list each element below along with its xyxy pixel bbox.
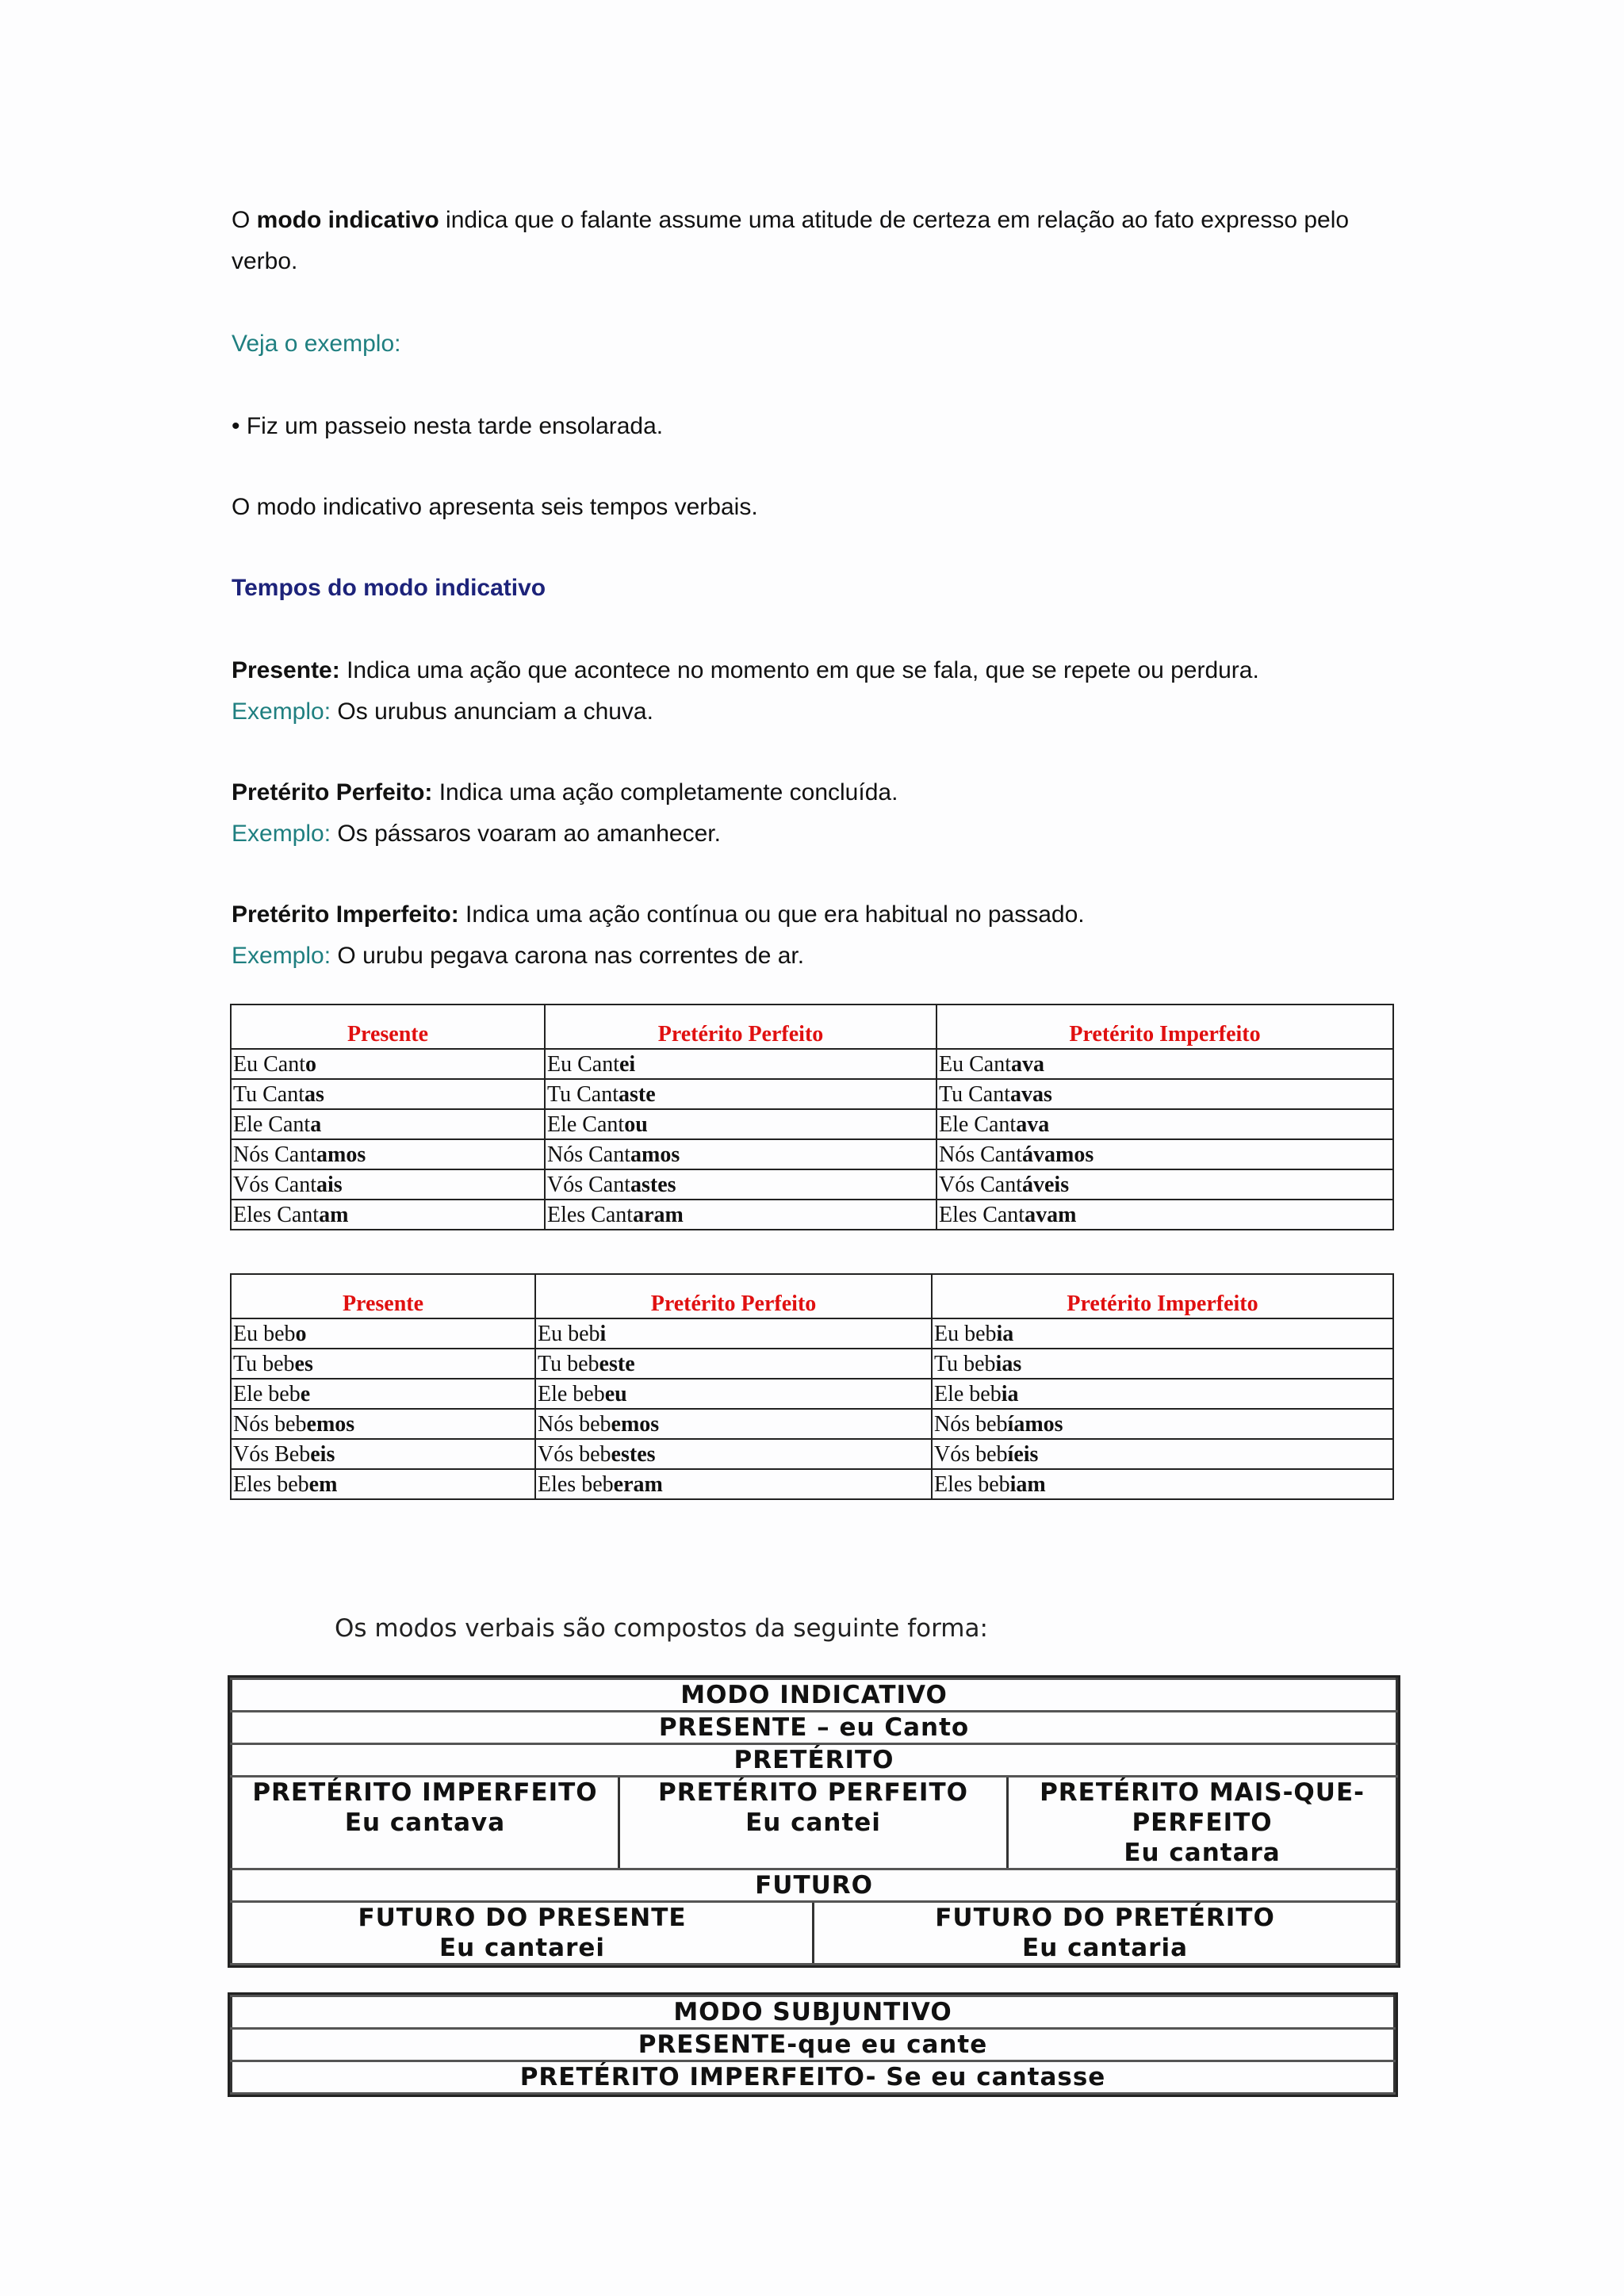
intro-term: modo indicativo (256, 207, 439, 233)
verb-stem: Eles Cant (939, 1203, 1025, 1227)
verb-ending: am (319, 1203, 349, 1227)
table-row (231, 1109, 1393, 1139)
column-header: Presente (231, 1274, 535, 1318)
mais-que-perfeito-cell (1008, 1777, 1397, 1869)
imperfeito-cell (232, 1777, 619, 1869)
six-tenses-text: O modo indicativo apresenta seis tempos verbais. (232, 494, 758, 520)
verb-stem: Eles beb (233, 1472, 309, 1497)
table-cell (535, 1409, 932, 1439)
presente-row: PRESENTE-que eu cante (232, 2029, 1395, 2061)
table-cell (932, 1379, 1393, 1409)
cell-label: PERFEITO (1132, 1808, 1273, 1837)
verb-ending: i (599, 1322, 607, 1346)
table-cell (535, 1318, 932, 1349)
intro-paragraph (232, 200, 1397, 282)
verb-stem: Tu Cant (939, 1082, 1011, 1107)
table-cell (936, 1109, 1393, 1139)
tense-text: Indica uma ação contínua ou que era habitual no passado. (458, 901, 1085, 928)
verb-ending: o (295, 1322, 307, 1346)
table-row (231, 1439, 1393, 1469)
section-heading: Tempos do modo indicativo (232, 575, 546, 601)
example-label: Veja o exemplo: (232, 331, 401, 357)
verb-stem: Vós Cant (233, 1173, 316, 1197)
verb-stem: Tu beb (538, 1352, 599, 1376)
column-header: Pretérito Perfeito (535, 1274, 932, 1318)
verb-ending: ei (619, 1052, 636, 1077)
table-row (232, 1902, 1397, 1965)
verb-ending: eis (310, 1442, 335, 1467)
table-cell (545, 1200, 936, 1230)
table-row (231, 1169, 1393, 1200)
modo-indicativo-table (230, 1678, 1398, 1965)
verb-stem: Nós beb (233, 1412, 307, 1437)
verb-stem: Eu beb (233, 1322, 296, 1346)
verb-stem: Nós beb (934, 1412, 1008, 1437)
verb-ending: astes (630, 1173, 676, 1197)
modes-intro: Os modos verbais são compostos da seguinte forma: (335, 1614, 988, 1643)
verb-ending: íeis (1007, 1442, 1039, 1467)
tense-example (232, 691, 1397, 733)
verb-stem: Tu beb (934, 1352, 996, 1376)
verb-ending: e (300, 1382, 311, 1406)
table-cell (932, 1409, 1393, 1439)
column-header: Presente (231, 1004, 545, 1049)
verb-stem: Eles beb (538, 1472, 614, 1497)
verb-stem: Eu Cant (547, 1052, 619, 1077)
table-cell (535, 1349, 932, 1379)
table-row (232, 1777, 1397, 1869)
verb-ending: ou (624, 1112, 648, 1137)
modo-subjuntivo-table (230, 1995, 1396, 2095)
tense-description (232, 894, 1397, 936)
verb-stem: Tu beb (233, 1352, 295, 1376)
verb-ending: estes (611, 1442, 656, 1467)
verb-stem: Nós Cant (233, 1142, 316, 1167)
futuro-row: FUTURO (232, 1869, 1397, 1902)
verb-ending: a (310, 1112, 322, 1137)
verb-ending: avam (1025, 1203, 1077, 1227)
table-row (231, 1200, 1393, 1230)
verb-ending: ia (996, 1322, 1014, 1346)
table-row (231, 1409, 1393, 1439)
futuro-preterito-cell (814, 1902, 1397, 1965)
tense-name: Pretérito Perfeito: (232, 779, 433, 806)
verb-ending: ias (995, 1352, 1022, 1376)
table-cell (535, 1439, 932, 1469)
verb-stem: Vós beb (538, 1442, 611, 1467)
tense-example (232, 813, 1397, 855)
cell-label: PRETÉRITO PERFEITO (658, 1778, 968, 1807)
modo-title: MODO INDICATIVO (232, 1679, 1397, 1712)
example-tag: Exemplo: (232, 943, 331, 969)
table-row (232, 1996, 1395, 2029)
verb-ending: es (294, 1352, 313, 1376)
conjugation-table-beber (230, 1273, 1394, 1500)
verb-stem: Eu Cant (233, 1052, 305, 1077)
table-cell (936, 1169, 1393, 1200)
table-cell (545, 1049, 936, 1079)
table-cell (545, 1079, 936, 1109)
table-cell (231, 1379, 535, 1409)
table-body (231, 1049, 1393, 1230)
bullet-example: • Fiz um passeio nesta tarde ensolarada. (232, 413, 664, 439)
verb-ending: as (304, 1082, 324, 1107)
cell-label: FUTURO DO PRETÉRITO (935, 1904, 1275, 1932)
verb-ending: aste (619, 1082, 656, 1107)
table-cell (535, 1469, 932, 1499)
verb-stem: Vós beb (934, 1442, 1008, 1467)
verb-stem: Ele beb (934, 1382, 1002, 1406)
table-cell (535, 1379, 932, 1409)
table-cell (231, 1049, 545, 1079)
verb-ending: ávamos (1022, 1142, 1094, 1167)
example-text: O urubu pegava carona nas correntes de ar. (331, 943, 805, 969)
table-cell (231, 1439, 535, 1469)
perfeito-cell (619, 1777, 1008, 1869)
table-cell (932, 1349, 1393, 1379)
cell-label: PRETÉRITO MAIS-QUE- (1040, 1778, 1365, 1807)
table-cell (231, 1409, 535, 1439)
table-row (231, 1318, 1393, 1349)
table-cell (231, 1109, 545, 1139)
tense-name: Pretérito Imperfeito: (232, 901, 459, 928)
table-cell (231, 1079, 545, 1109)
verb-ending: avas (1010, 1082, 1052, 1107)
verb-ending: amos (316, 1142, 366, 1167)
verb-ending: amos (630, 1142, 680, 1167)
verb-stem: Ele Cant (547, 1112, 625, 1137)
verb-stem: Nós Cant (939, 1142, 1022, 1167)
table-header-row (231, 1004, 1393, 1049)
table-row (231, 1469, 1393, 1499)
verb-stem: Vós Cant (939, 1173, 1022, 1197)
table-row (231, 1379, 1393, 1409)
verb-stem: Eles beb (934, 1472, 1010, 1497)
table-body (231, 1318, 1393, 1499)
table-row (232, 1869, 1397, 1902)
table-cell (545, 1169, 936, 1200)
column-header: Pretérito Imperfeito (936, 1004, 1393, 1049)
verb-stem: Nós Cant (547, 1142, 630, 1167)
cell-example: Eu cantarei (439, 1934, 606, 1962)
table-row (232, 1679, 1397, 1712)
imperfeito-row: PRETÉRITO IMPERFEITO- Se eu cantasse (232, 2061, 1395, 2094)
tense-text: Indica uma ação completamente concluída. (432, 779, 898, 806)
verb-ending: ava (1016, 1112, 1050, 1137)
example-tag: Exemplo: (232, 821, 331, 847)
tense-text: Indica uma ação que acontece no momento em que se fala, que se repete ou perdura. (339, 657, 1259, 683)
tense-description (232, 772, 1397, 813)
presente-row: PRESENTE – eu Canto (232, 1712, 1397, 1744)
table-row (232, 1712, 1397, 1744)
table-cell (936, 1139, 1393, 1169)
table-row (231, 1139, 1393, 1169)
verb-stem: Eles Cant (547, 1203, 634, 1227)
verb-stem: Ele beb (233, 1382, 301, 1406)
intro-prefix: O (232, 207, 257, 233)
table-cell (545, 1139, 936, 1169)
verb-stem: Ele Cant (233, 1112, 311, 1137)
verb-ending: eu (604, 1382, 627, 1406)
column-header: Pretérito Perfeito (545, 1004, 936, 1049)
cell-example: Eu cantara (1124, 1839, 1281, 1867)
table-row (232, 2061, 1395, 2094)
table-cell (545, 1109, 936, 1139)
verb-stem: Eu beb (934, 1322, 997, 1346)
verb-ending: emos (611, 1412, 660, 1437)
table-cell (932, 1318, 1393, 1349)
table-cell (231, 1469, 535, 1499)
modo-title: MODO SUBJUNTIVO (232, 1996, 1395, 2029)
verb-stem: Ele beb (538, 1382, 605, 1406)
table-row (231, 1079, 1393, 1109)
table-row (232, 2029, 1395, 2061)
preterito-row: PRETÉRITO (232, 1744, 1397, 1777)
verb-stem: Eu Cant (939, 1052, 1011, 1077)
verb-ending: em (308, 1472, 338, 1497)
table-cell (231, 1169, 545, 1200)
table-cell (231, 1318, 535, 1349)
verb-ending: iam (1009, 1472, 1046, 1497)
table-row (232, 1744, 1397, 1777)
verb-stem: Tu Cant (547, 1082, 619, 1107)
cell-example: Eu cantava (344, 1808, 506, 1837)
verb-ending: aram (633, 1203, 684, 1227)
cell-example: Eu cantei (745, 1808, 881, 1837)
table-cell (231, 1139, 545, 1169)
verb-ending: eram (613, 1472, 663, 1497)
verb-ending: este (599, 1352, 635, 1376)
verb-ending: ava (1011, 1052, 1044, 1077)
futuro-presente-cell (232, 1902, 814, 1965)
verb-stem: Nós beb (538, 1412, 611, 1437)
table-row (231, 1049, 1393, 1079)
verb-stem: Eu beb (538, 1322, 600, 1346)
table-cell (231, 1349, 535, 1379)
table-cell (932, 1469, 1393, 1499)
verb-stem: Vós Beb (233, 1442, 311, 1467)
verb-ending: ia (1001, 1382, 1019, 1406)
example-text: Os urubus anunciam a chuva. (331, 698, 653, 725)
verb-ending: áveis (1022, 1173, 1070, 1197)
verb-ending: íamos (1007, 1412, 1063, 1437)
verb-stem: Ele Cant (939, 1112, 1017, 1137)
table-cell (936, 1079, 1393, 1109)
verb-stem: Eles Cant (233, 1203, 320, 1227)
table-cell (231, 1200, 545, 1230)
intro-rest: indica que o falante assume uma atitude de certeza em relação ao fato expresso pelo verbo. (232, 207, 1350, 274)
verb-stem: Tu Cant (233, 1082, 305, 1107)
table-row (231, 1349, 1393, 1379)
verb-stem: Vós Cant (547, 1173, 630, 1197)
conjugation-table-cantar (230, 1004, 1394, 1230)
tense-name: Presente: (232, 657, 340, 683)
table-cell (936, 1049, 1393, 1079)
tense-description (232, 650, 1397, 691)
cell-label: FUTURO DO PRESENTE (358, 1904, 687, 1932)
cell-label: PRETÉRITO IMPERFEITO (252, 1778, 598, 1807)
example-text: Os pássaros voaram ao amanhecer. (331, 821, 721, 847)
cell-example: Eu cantaria (1022, 1934, 1189, 1962)
example-tag: Exemplo: (232, 698, 331, 725)
table-cell (936, 1200, 1393, 1230)
verb-ending: o (305, 1052, 316, 1077)
table-header-row (231, 1274, 1393, 1318)
verb-ending: ais (316, 1173, 343, 1197)
verb-ending: emos (306, 1412, 355, 1437)
tense-example (232, 936, 1397, 977)
column-header: Pretérito Imperfeito (932, 1274, 1393, 1318)
table-cell (932, 1439, 1393, 1469)
